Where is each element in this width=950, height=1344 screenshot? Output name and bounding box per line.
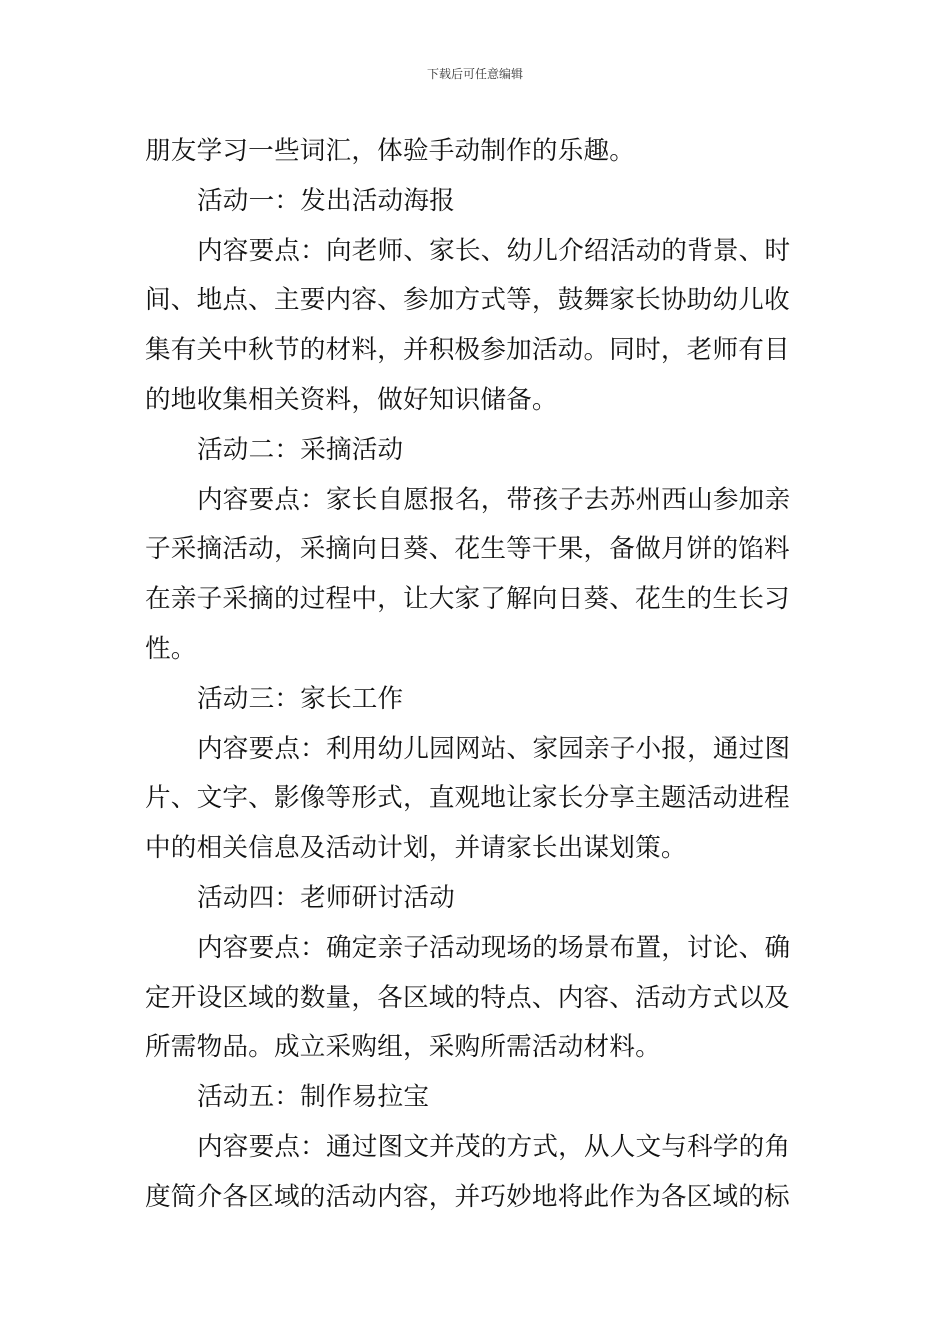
activity-1-heading: 活动一：发出活动海报 xyxy=(197,185,455,216)
page-header: 下载后可任意编辑 xyxy=(426,67,523,81)
document-body xyxy=(145,127,807,1223)
activity-2-heading: 活动二：采摘活动 xyxy=(197,434,404,465)
activity-5-heading: 活动五：制作易拉宝 xyxy=(197,1082,430,1113)
activity-3-heading: 活动三：家长工作 xyxy=(197,683,404,714)
activity-2-content: 内容要点：家长自愿报名，带孩子去苏州西山参加亲子采摘活动，采摘向日葵、花生等干果，备做月饼的馅料在亲子采摘的过程中，让大家了解向日葵、花生的生长习性。 xyxy=(145,484,791,664)
activity-3-content: 内容要点：利用幼儿园网站、家园亲子小报，通过图片、文字、影像等形式，直观地让家长分享主题活动进程中的相关信息及活动计划，并请家长出谋划策。 xyxy=(145,733,791,864)
activity-1-content: 内容要点：向老师、家长、幼儿介绍活动的背景、时间、地点、主要内容、参加方式等，鼓舞家长协助幼儿收集有关中秋节的材料，并积极参加活动。同时，老师有目的地收集相关资料，做好知识储备。 xyxy=(145,235,791,415)
activity-4-heading: 活动四：老师研讨活动 xyxy=(197,882,455,913)
activity-5-content: 内容要点：通过图文并茂的方式，从人文与科学的角度简介各区域的活动内容，并巧妙地将此作为各区域的标 xyxy=(145,1131,791,1212)
paragraph-continuation: 朋友学习一些词汇，体验手动制作的乐趣。 xyxy=(145,136,636,166)
activity-4-content: 内容要点：确定亲子活动现场的场景布置，讨论、确定开设区域的数量，各区域的特点、内容、活动方式以及所需物品。成立采购组，采购所需活动材料。 xyxy=(145,932,791,1063)
